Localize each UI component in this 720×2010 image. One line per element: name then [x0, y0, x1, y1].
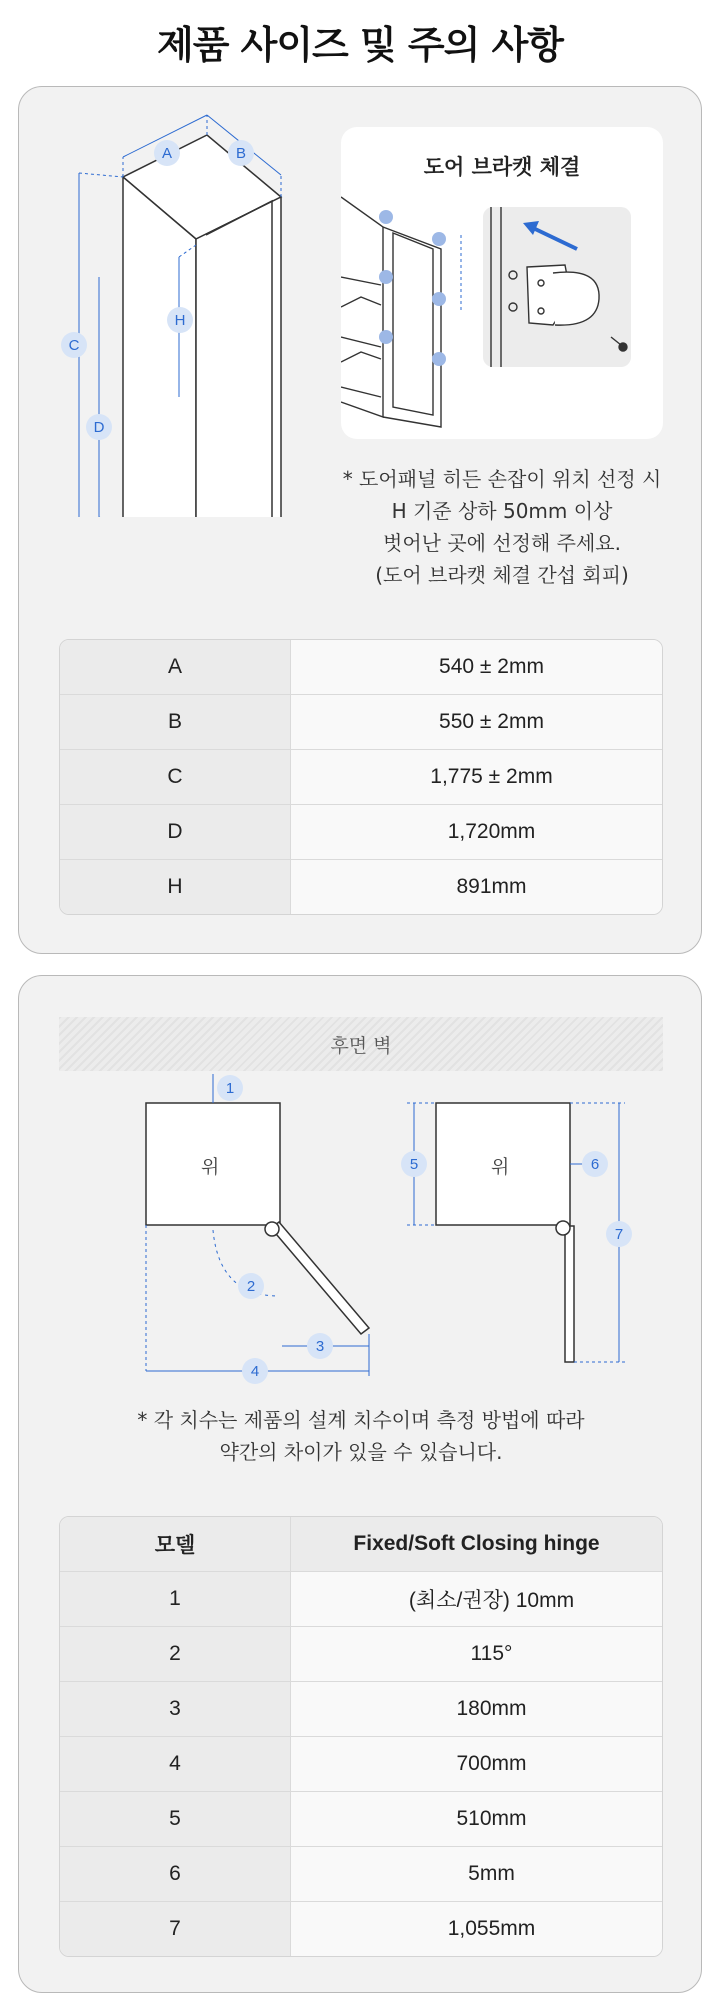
table-row — [60, 805, 662, 860]
fridge-top-label-right: 위 — [491, 1156, 510, 1178]
bracket-note-line: H 기준 상하 50mm 이상 — [391, 499, 613, 523]
bracket-note-line: * 도어패널 히든 손잡이 위치 선정 시 — [342, 467, 662, 491]
table-header-row — [60, 1517, 662, 1572]
column-header-hinge: Fixed/Soft Closing hinge — [291, 1517, 662, 1572]
clearance-marker-4: 4 — [242, 1358, 268, 1384]
clearance-note — [19, 1404, 703, 1468]
clearance-key: 3 — [60, 1682, 291, 1737]
clearance-table — [59, 1516, 663, 1957]
page-title: 제품 사이즈 및 주의 사항 — [157, 23, 563, 67]
dimension-key: C — [60, 750, 291, 805]
dimension-label-b: B — [228, 140, 254, 166]
table-row — [60, 1902, 662, 1956]
table-row — [60, 1627, 662, 1682]
clearance-value: (최소/권장) 10mm — [291, 1572, 662, 1627]
clearance-key: 2 — [60, 1627, 291, 1682]
table-row — [60, 750, 662, 805]
clearance-marker-7: 7 — [606, 1221, 632, 1247]
table-row — [60, 860, 662, 914]
dimension-label-d: D — [86, 414, 112, 440]
clearance-marker-6: 6 — [582, 1151, 608, 1177]
clearance-note-line: * 각 치수는 제품의 설계 치수이며 측정 방법에 따라 — [137, 1408, 585, 1432]
bracket-note — [341, 463, 663, 591]
dimension-value: 891mm — [291, 860, 662, 914]
dimension-key: B — [60, 695, 291, 750]
clearance-marker-3: 3 — [307, 1333, 333, 1359]
fridge-top-label-left: 위 — [201, 1156, 220, 1178]
dimension-value: 1,775 ± 2mm — [291, 750, 662, 805]
clearance-key: 1 — [60, 1572, 291, 1627]
column-header-model: 모델 — [60, 1517, 291, 1572]
rear-wall-label: 후면 벽 — [330, 1034, 392, 1057]
clearance-diagram — [19, 976, 703, 1396]
dimension-value: 550 ± 2mm — [291, 695, 662, 750]
clearance-card — [18, 975, 702, 1993]
table-row — [60, 1792, 662, 1847]
dimension-table — [59, 639, 663, 915]
table-row — [60, 1847, 662, 1902]
bracket-note-line: (도어 브라캣 체결 간섭 회피) — [375, 563, 629, 587]
clearance-key: 4 — [60, 1737, 291, 1792]
clearance-value: 700mm — [291, 1737, 662, 1792]
table-row — [60, 1737, 662, 1792]
table-row — [60, 1682, 662, 1737]
table-row — [60, 640, 662, 695]
clearance-marker-1: 1 — [217, 1075, 243, 1101]
dimension-label-c: C — [61, 332, 87, 358]
dimension-key: A — [60, 640, 291, 695]
clearance-value: 180mm — [291, 1682, 662, 1737]
clearance-value: 1,055mm — [291, 1902, 662, 1956]
clearance-value: 510mm — [291, 1792, 662, 1847]
clearance-key: 7 — [60, 1902, 291, 1956]
table-row — [60, 695, 662, 750]
bracket-detail-title: 도어 브라캣 체결 — [423, 155, 581, 179]
bracket-note-line: 벗어난 곳에 선정해 주세요. — [383, 531, 621, 555]
table-row — [60, 1572, 662, 1627]
dimension-label-h: H — [167, 307, 193, 333]
dimension-value: 1,720mm — [291, 805, 662, 860]
dimension-key: D — [60, 805, 291, 860]
dimension-card — [18, 86, 702, 954]
clearance-value: 115° — [291, 1627, 662, 1682]
dimension-key: H — [60, 860, 291, 914]
bracket-detail-box — [341, 127, 663, 439]
clearance-key: 6 — [60, 1847, 291, 1902]
clearance-marker-2: 2 — [238, 1273, 264, 1299]
dimension-value: 540 ± 2mm — [291, 640, 662, 695]
clearance-value: 5mm — [291, 1847, 662, 1902]
clearance-note-line: 약간의 차이가 있을 수 있습니다. — [219, 1440, 503, 1464]
clearance-key: 5 — [60, 1792, 291, 1847]
clearance-marker-5: 5 — [401, 1151, 427, 1177]
dimension-label-a: A — [154, 140, 180, 166]
bracket-illustration — [341, 187, 663, 439]
